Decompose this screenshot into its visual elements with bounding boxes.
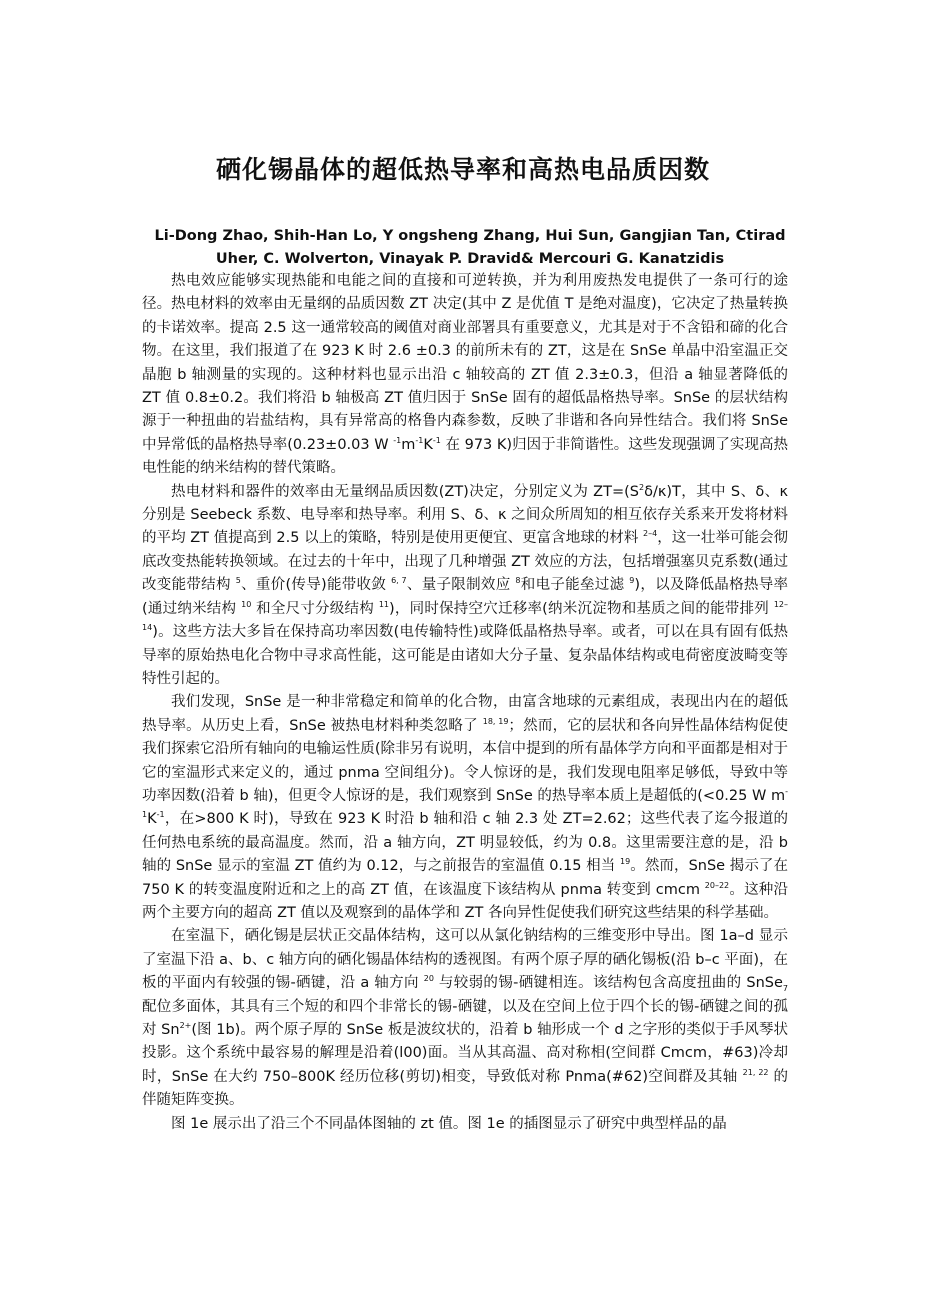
text-run: 。这种沿两个主要方向的超高 ZT 值以及观察到的晶体学和 ZT 各向异性促使我们研究这些结果的科学基础。: [142, 881, 789, 921]
text-run: )。这些方法大多旨在保持高功率因数(电传输特性)或降低晶格热导率。或者，可以在具有固有低热导率的原始热电化合物中寻求高性能，这可能是由诸如大分子量、复杂晶体结构或电荷密度波畸变等特性引起的。: [142, 624, 788, 687]
citation: 19: [620, 857, 631, 867]
text-run: K: [147, 811, 157, 828]
citation: 20: [423, 974, 434, 984]
citation: 18, 19: [482, 716, 509, 726]
text-run: ，这一壮举可能会彻底改变热能转换领域。在过去的十年中，出现了几种增强 ZT 效应的方法，包括增强塞贝克系数(通过改变能带结构: [142, 530, 788, 594]
text-run: ；然而，它的层状和各向异性晶体结构促使我们探索它沿所有轴向的电输运性质(除非另有说明，本信中提到的所有晶体学方向和平面都是相对于它的室温形式来定义的，通过 pnma 空间组分)。令人惊讶的是，我们发现电阻率足够低，导致中等功率因数(沿着 b 轴)，但更令人惊讶的是，我们观察到 SnSe 的热导率本质上是超低的(<0.25 W m: [142, 717, 789, 804]
text-run: )，以及降低晶格热导率(通过纳米结构: [142, 577, 788, 617]
citation: 5: [235, 576, 241, 586]
text-run: ，在>800 K 时)，导致在 923 K 时沿 b 轴和沿 c 轴 2.3 处 ZT=2.62；这些代表了迄今报道的任何热电系统的最高温度。然而，沿 a 轴方向，ZT 明显较低，约为 0.8。这里需要注意的是，沿 b 轴的 SnSe 显示的室温 ZT 值约为 0.12，与之前报告的室温值 0.15 相当: [142, 811, 788, 875]
text-run: 我们发现，SnSe 是一种非常稳定和简单的化合物，由富含地球的元素组成，表现出内在的超低热导率。从历史上看，SnSe 被热电材料种类忽略了: [142, 694, 788, 734]
text-run: 在室温下，硒化锡是层状正交晶体结构，这可以从氯化钠结构的三维变形中导出。图 1a–d 显示了室温下沿 a、b、c 轴方向的硒化锡晶体结构的透视图。有两个原子厚的硒化锡板(沿 b–c 平面)，在板的平面内有较强的锡-硒键，沿 a 轴方向: [142, 928, 788, 992]
superscript: -1: [393, 436, 402, 446]
author-line-1: Li-Dong Zhao, Shih-Han Lo, Y ongsheng Zhang, Hui Sun, Gangjian Tan, Ctirad: [154, 228, 786, 244]
text-run: 热电效应能够实现热能和电能之间的直接和可逆转换，并为利用废热发电提供了一条可行的途径。热电材料的效率由无量纲的品质因数 ZT 决定(其中 Z 是优值 T 是绝对温度)，它决定了热量转换的卡诺效率。提高 2.5 这一通常较高的阈值对商业部署具有重要意义，尤其是对于不含铅和碲的化合物。在这里，我们报道了在 923 K 时 2.6 ±0.3 的前所未有的 ZT，这是在 SnSe 单晶中沿室温正交晶胞 b 轴测量的实现的。这种材料也显示出沿 c 轴较高的 ZT 值 2.3±0.3，但沿 a 轴显著降低的 ZT 值 0.8±0.2。我们将沿 b 轴极高 ZT 值归因于 SnSe 固有的超低晶格热导率。SnSe 的层状结构源于一种扭曲的岩盐结构，具有异常高的格鲁内森参数，反映了非谐和各向异性结合。我们将 SnSe 中异常低的晶格热导率(0.23±0.03 W: [142, 273, 788, 453]
text-run: m: [401, 436, 416, 453]
body-paragraph-structure: [142, 925, 788, 1112]
text-run: 图 1e 展示出了沿三个不同晶体图轴的 zt 值。图 1e 的插图显示了研究中典型样品的晶: [171, 1115, 727, 1132]
text-run: 、量子限制效应: [406, 577, 516, 594]
superscript: -1: [142, 787, 788, 820]
superscript: 2+: [179, 1021, 192, 1031]
text-run: 在 973 K)归因于非简谐性。这些发现强调了实现高热电性能的纳米结构的替代策略。: [142, 436, 789, 477]
body-paragraph-findings: [142, 691, 788, 925]
text-run: 配位多面体，其具有三个短的和四个非常长的锡-硒键，以及在空间上位于四个长的锡-硒键之间的孤对 Sn: [142, 998, 788, 1038]
citation: 6, 7: [391, 576, 407, 586]
text-run: (图 1b)。两个原子厚的 SnSe 板是波纹状的，沿着 b 轴形成一个 d 之字形的类似于手风琴状投影。这个系统中最容易的解理是沿着(l00)面。当从其高温、高对称相(空间群 Cmcm，#63)冷却时，SnSe 在大约 750–800K 经历位移(剪切)相变，导致低对称 Pnma(#62)空间群及其轴: [142, 1022, 788, 1085]
citation: 10: [241, 599, 252, 609]
subscript: 7: [782, 984, 788, 994]
author-list: [150, 225, 790, 271]
citation: 8: [515, 576, 521, 586]
superscript: -1: [415, 436, 424, 446]
text-run: 的伴随矩阵变换。: [142, 1068, 788, 1109]
text-run: 、重价(传导)能带收敛: [240, 577, 392, 594]
superscript: -1: [432, 436, 441, 446]
body-paragraph-figure: [142, 1113, 788, 1136]
text-run: )，同时保持空穴迁移率(纳米沉淀物和基质之间的能带排列: [389, 600, 774, 617]
text-run: 和电子能垒过滤: [520, 577, 630, 594]
citation: 9: [629, 576, 635, 586]
abstract-paragraph: [142, 270, 788, 481]
text-run: 与较弱的锡-硒键相连。该结构包含高度扭曲的 SnSe: [433, 975, 783, 992]
paper-body: [142, 270, 788, 1136]
text-run: 。然而，SnSe 揭示了在 750 K 的转变温度附近和之上的高 ZT 值，在该温度下该结构从 pnma 转变到 cmcm: [142, 858, 788, 898]
citation: 11: [378, 599, 389, 609]
text-run: δ/κ)T，其中 S、δ、κ 分别是 Seebeck 系数、电导率和热导率。利用 S、δ、κ 之间众所周知的相互依存关系来开发将材料的平均 ZT 值提高到 2.5 以上的策略，特别是使用更便宜、更富含地球的材料: [142, 483, 789, 547]
citation: 2–4: [643, 529, 658, 539]
superscript: 2: [639, 482, 645, 492]
citation: 12–14: [142, 599, 789, 633]
citation: 21, 22: [742, 1067, 769, 1077]
citation: 20–22: [704, 880, 730, 890]
text-run: 和全尺寸分级结构: [251, 600, 379, 617]
paper-title: 硒化锡晶体的超低热导率和高热电品质因数: [215, 155, 710, 184]
text-run: K: [423, 436, 433, 453]
intro-paragraph: [142, 481, 788, 692]
author-line-2: Uher, C. Wolverton, Vinayak P. Dravid& Mercouri G. Kanatzidis: [215, 251, 725, 267]
superscript: -1: [156, 810, 165, 820]
text-run: 热电材料和器件的效率由无量纲品质因数(ZT)决定，分别定义为 ZT=(S: [171, 483, 639, 500]
